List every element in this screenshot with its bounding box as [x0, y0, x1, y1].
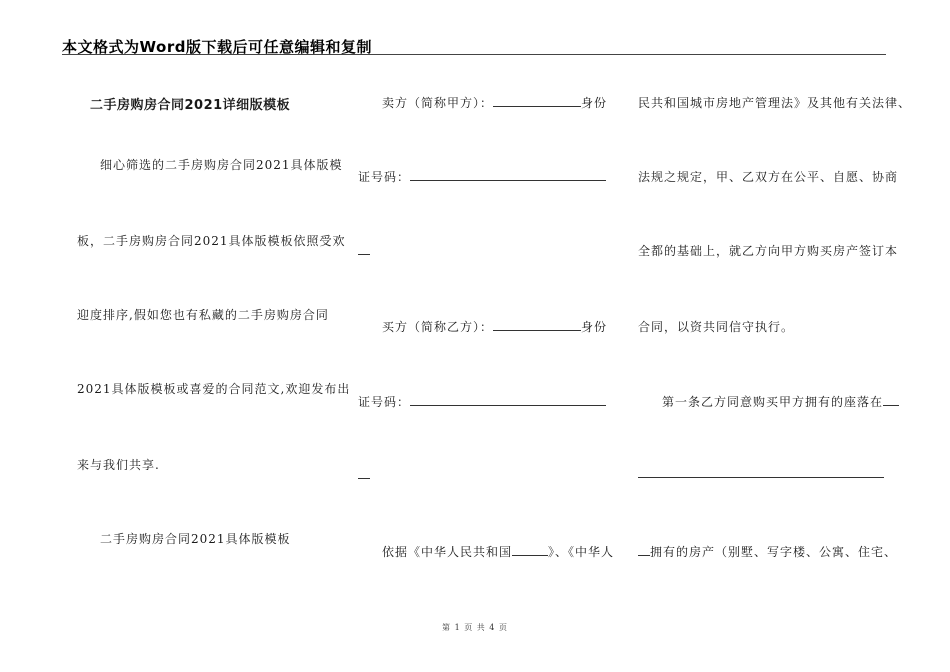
law-name-blank [512, 543, 548, 556]
property-type-text: 拥有的房产（别墅、写字楼、公寓、住宅、 [650, 545, 898, 559]
seller-name-blank [493, 94, 581, 107]
buyer-id-suffix: 身份 [581, 320, 608, 334]
paragraph-line: 细心筛选的二手房购房合同2021具体版模 [100, 158, 343, 172]
seller-id-continuation [358, 244, 370, 258]
basis-line [382, 543, 614, 560]
buyer-label: 买方（简称乙方）： [382, 320, 494, 334]
seller-label: 卖方（简称甲方）： [382, 96, 494, 110]
paragraph-line: 来与我们共享. [77, 458, 160, 472]
article-1-line [662, 393, 899, 410]
paragraph-line: 民共和国城市房地产管理法》及其他有关法律、 [638, 96, 912, 110]
document-title: 二手房购房合同2021详细版模板 [90, 98, 291, 113]
buyer-id-continuation [358, 468, 370, 482]
blank-dash [358, 244, 370, 255]
paragraph-line: 2021具体版模板或喜爱的合同范文,欢迎发布出 [77, 382, 351, 396]
page-footer: 第 1 页 共 4 页 [442, 623, 508, 632]
seller-id-line [358, 168, 606, 185]
location-blank [883, 393, 899, 406]
blank-dash [358, 468, 370, 479]
property-type-line [638, 543, 897, 560]
paragraph-line: 迎度排序,假如您也有私藏的二手房购房合同 [77, 308, 329, 322]
paragraph-line: 全都的基础上，就乙方向甲方购买房产签订本 [638, 244, 899, 258]
paragraph-line: 合同，以资共同信守执行。 [638, 320, 795, 334]
paragraph-line: 法规之规定，甲、乙双方在公平、自愿、协商 [638, 170, 899, 184]
location-blank-line [638, 477, 884, 478]
page-header: 本文格式为Word版下载后可任意编辑和复制 [62, 38, 372, 56]
paragraph-line: 板，二手房购房合同2021具体版模板依照受欢 [77, 234, 346, 248]
seller-id-suffix: 身份 [581, 96, 608, 110]
seller-line [382, 94, 607, 111]
basis-prefix: 依据《中华人民共和国 [382, 545, 513, 559]
buyer-name-blank [493, 318, 581, 331]
basis-suffix: 》、《中华人 [548, 545, 615, 559]
seller-id-label: 证号码： [358, 170, 411, 184]
seller-id-blank [410, 168, 606, 181]
buyer-id-blank [410, 393, 606, 406]
header-divider [62, 54, 886, 55]
buyer-id-label: 证号码： [358, 395, 411, 409]
blank-dash [638, 545, 650, 556]
buyer-line [382, 318, 607, 335]
buyer-id-line [358, 393, 606, 410]
paragraph-line: 二手房购房合同2021具体版模板 [100, 532, 291, 546]
article-1-text: 第一条乙方同意购买甲方拥有的座落在 [662, 395, 884, 409]
